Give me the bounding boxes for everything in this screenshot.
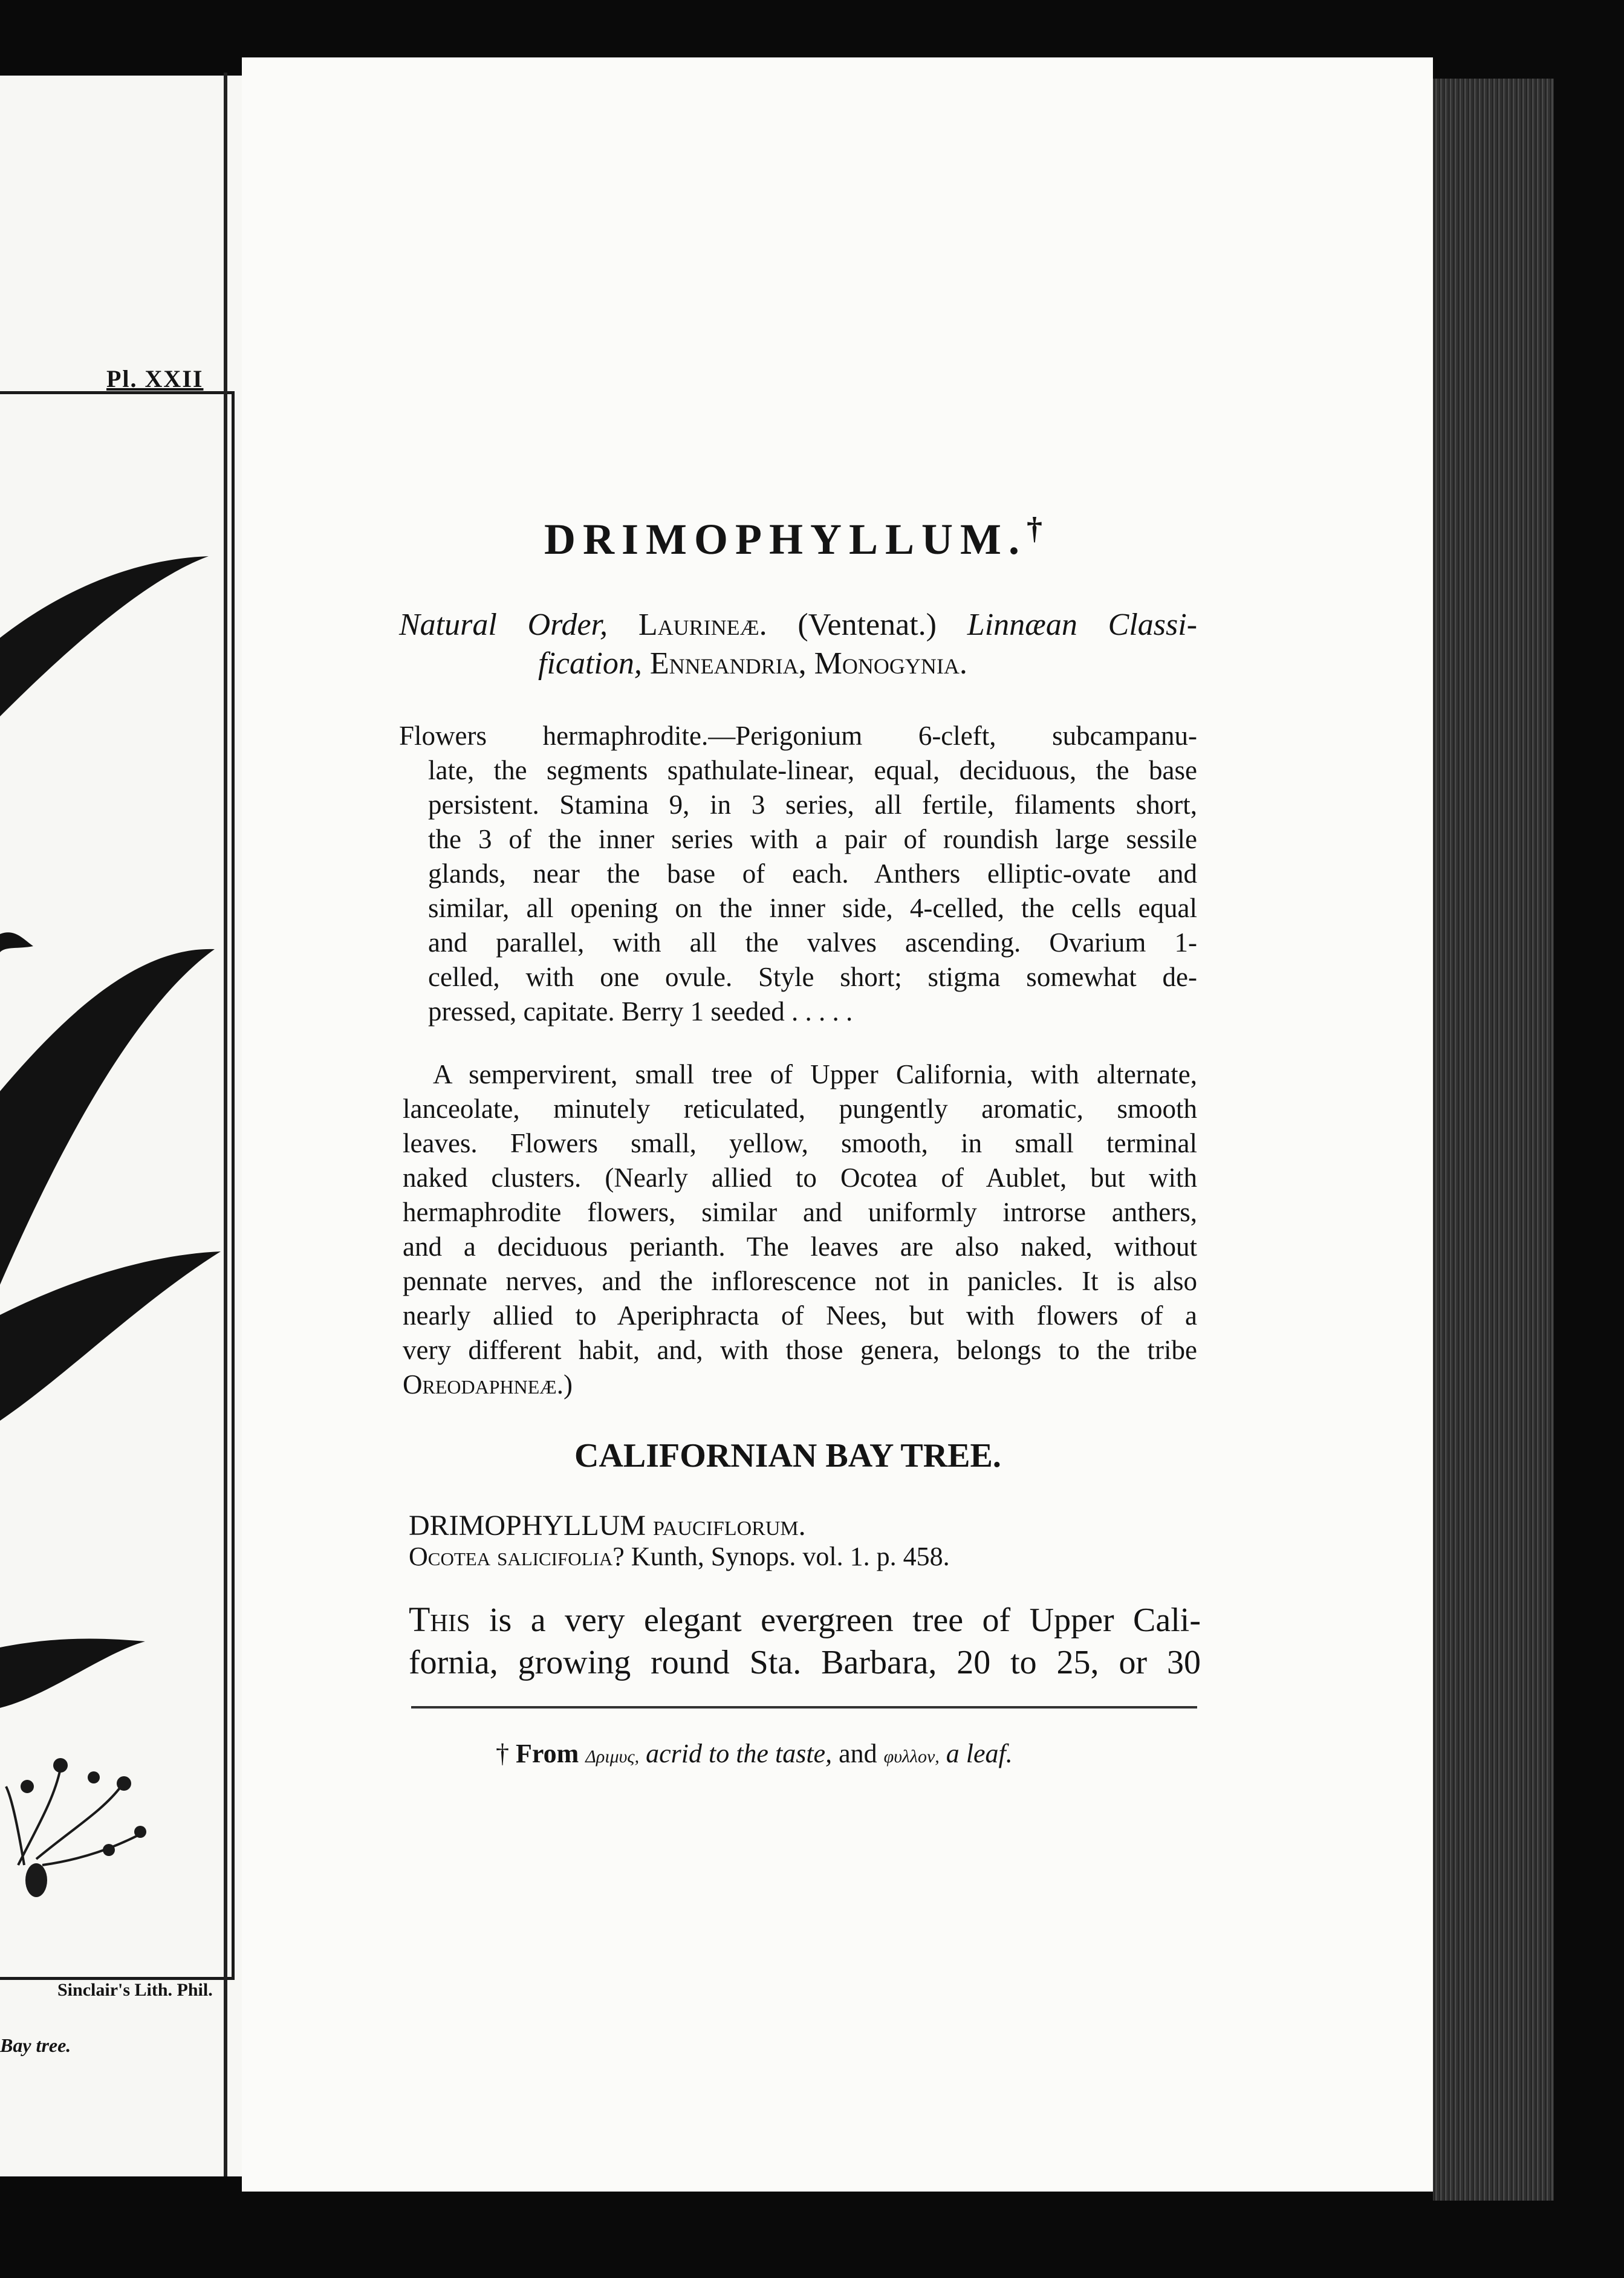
body-text-line: fornia, growing round Sta. Barbara, 20 to 25, or 30: [409, 1644, 1201, 1681]
description-line: late, the segments spathulate-linear, equal, deciduous, the base: [428, 755, 1197, 785]
natural-order-label: Natural Order,: [399, 608, 608, 642]
footnote-rule: [411, 1706, 1197, 1708]
notes-line: leaves. Flowers small, yellow, smooth, in small terminal: [403, 1128, 1197, 1158]
footnote-from: From: [516, 1739, 579, 1768]
species-name: [409, 1511, 806, 1540]
notes-line: very different habit, and, with those genera, belongs to the tribe: [403, 1335, 1197, 1365]
description-line: Flowers hermaphrodite.—Perigonium 6-cleft, subcampanu-: [399, 721, 1197, 751]
plate-caption: Bay tree.: [0, 2034, 71, 2056]
description-line: pressed, capitate. Berry 1 seeded . . . . .: [428, 996, 853, 1027]
page-edges: [1433, 79, 1554, 2207]
facing-plate-page: [0, 76, 254, 2176]
footnote: [496, 1738, 1013, 1769]
description-line: similar, all opening on the inner side, 4-celled, the cells equal: [428, 893, 1197, 923]
footnote-gloss-2: a leaf.: [946, 1739, 1013, 1768]
notes-line: Oreodaphneæ.): [403, 1369, 573, 1400]
plate-border: [0, 391, 235, 1980]
body-text-line: [409, 1602, 1201, 1637]
book-gutter: [224, 73, 227, 2176]
classification-line-2: [538, 648, 967, 680]
natural-order: Laurineæ.: [638, 608, 767, 642]
footnote-gloss-1: acrid to the taste,: [646, 1739, 833, 1768]
footnote-and: and: [839, 1739, 877, 1768]
description-line: persistent. Stamina 9, in 3 series, all fertile, filaments short,: [428, 790, 1197, 820]
title-text: DRIMOPHYLLUM.: [544, 515, 1027, 563]
description-line: glands, near the base of each. Anthers elliptic-ovate and: [428, 858, 1197, 889]
order-authority: (Ventenat.): [797, 608, 937, 642]
linnaean-label-cont: fication,: [538, 646, 642, 681]
linnaean-class: Enneandria, Monogynia.: [649, 646, 967, 681]
footnote-mark: †: [496, 1739, 509, 1768]
plate-lithographer: Sinclair's Lith. Phil.: [57, 1980, 213, 2000]
notes-line: naked clusters. (Nearly allied to Ocotea of Aublet, but with: [403, 1163, 1197, 1193]
synonym-reference: Kunth, Synops. vol. 1. p. 458.: [631, 1542, 950, 1571]
text-page: [242, 57, 1433, 2192]
description-line: and parallel, with all the valves ascending. Ovarium 1-: [428, 927, 1197, 958]
description-line: celled, with one ovule. Style short; stigma somewhat de-: [428, 962, 1197, 992]
species-synonym-line: [409, 1543, 950, 1570]
genus-title: [544, 511, 1042, 565]
linnaean-label: Linnæan Classi-: [967, 608, 1198, 642]
species-epithet: pauciflorum.: [653, 1510, 806, 1542]
species-genus: DRIMOPHYLLUM: [409, 1510, 646, 1542]
notes-line: hermaphrodite flowers, similar and uniformly introrse anthers,: [403, 1197, 1197, 1227]
notes-line: and a deciduous perianth. The leaves are also naked, without: [403, 1231, 1197, 1262]
plate-number: Pl. XXII: [106, 365, 204, 392]
body-text: is a very elegant evergreen tree of Upper Cali-: [489, 1601, 1201, 1639]
notes-line: A sempervirent, small tree of Upper California, with alternate,: [433, 1059, 1197, 1089]
notes-line: nearly allied to Aperiphracta of Nees, but with flowers of a: [403, 1300, 1197, 1331]
notes-line: lanceolate, minutely reticulated, pungently aromatic, smooth: [403, 1094, 1197, 1124]
synonym: Ocotea salicifolia?: [409, 1542, 625, 1571]
classification-line-1: [399, 609, 1197, 641]
greek-word-1: Δριμυς,: [585, 1747, 640, 1767]
common-name-heading: CALIFORNIAN BAY TREE.: [574, 1437, 1001, 1475]
description-line: the 3 of the inner series with a pair of roundish large sessile: [428, 824, 1197, 854]
body-lead-word: This: [409, 1600, 470, 1639]
greek-word-2: φυλλον,: [883, 1747, 940, 1767]
scan-bottom-edge: [0, 2201, 1624, 2278]
title-footnote-mark: †: [1026, 511, 1042, 546]
notes-line: pennate nerves, and the inflorescence not in panicles. It is also: [403, 1266, 1197, 1296]
